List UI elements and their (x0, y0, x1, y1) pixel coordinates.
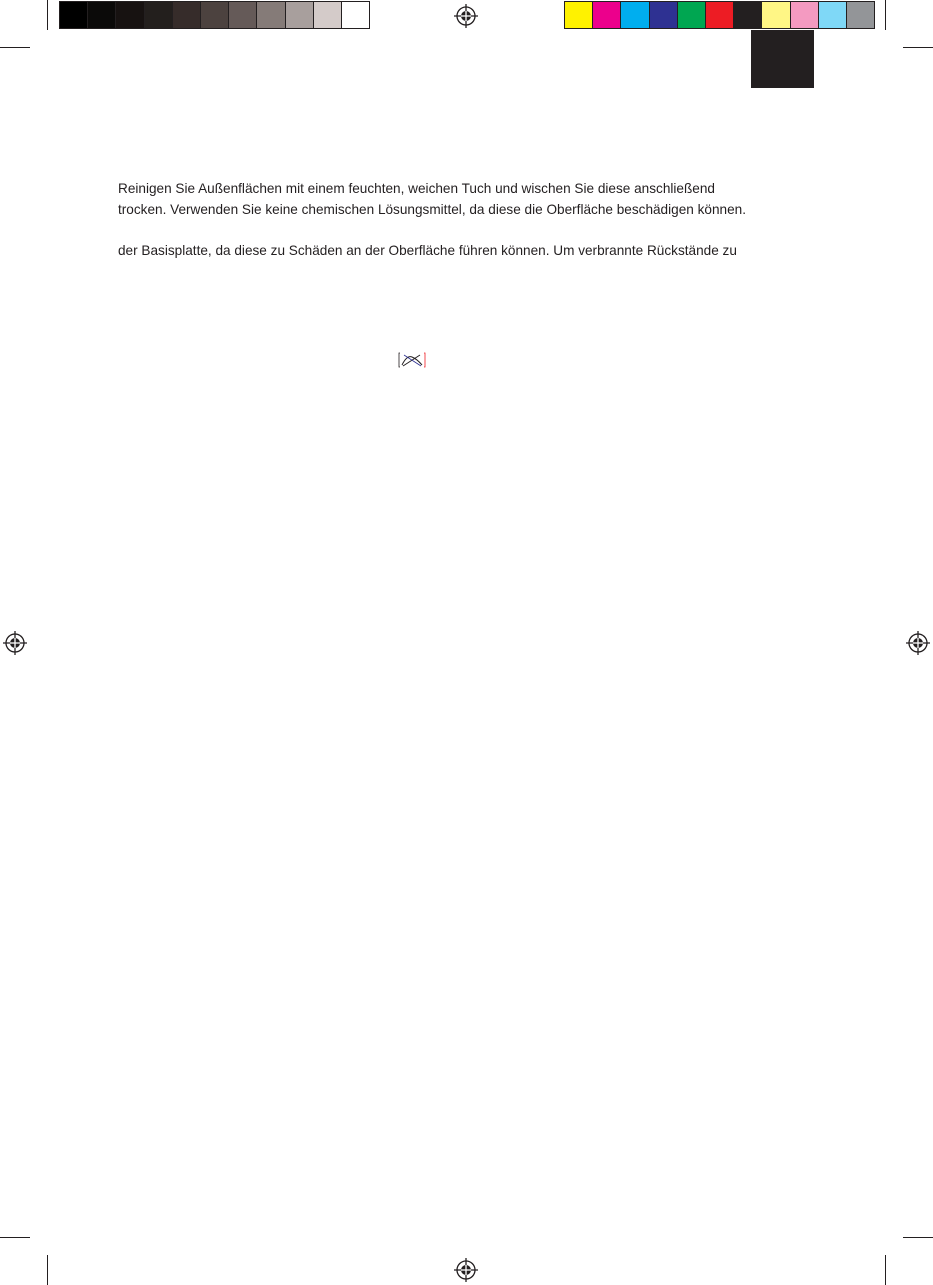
registration-mark-icon (3, 631, 27, 655)
process-color-bar (564, 1, 875, 29)
crop-mark-bottom-right-vertical (885, 1255, 886, 1285)
body-text-line-3: der Basisplatte, da diese zu Schäden an der Oberfläche führen können. Um verbrannte Rückstände zu (118, 243, 737, 258)
process-color-swatch (650, 2, 678, 28)
grayscale-color-bar (59, 1, 370, 29)
process-color-swatch (678, 2, 706, 28)
no-bleach-symbol-icon (398, 351, 426, 369)
body-text-line-1: Reinigen Sie Außenflächen mit einem feuchten, weichen Tuch und wischen Sie diese anschließend (118, 181, 715, 196)
registration-mark-icon (454, 4, 478, 28)
process-color-swatch (847, 2, 874, 28)
crop-mark-top-right-vertical (885, 0, 886, 30)
crop-mark-top-left-vertical (47, 0, 48, 30)
grayscale-swatch (201, 2, 229, 28)
grayscale-swatch (88, 2, 116, 28)
grayscale-swatch (286, 2, 314, 28)
process-color-swatch (593, 2, 621, 28)
process-color-swatch (565, 2, 593, 28)
grayscale-swatch (342, 2, 369, 28)
process-color-swatch (734, 2, 762, 28)
process-color-swatch (621, 2, 649, 28)
process-color-swatch (791, 2, 819, 28)
process-color-swatch (819, 2, 847, 28)
grayscale-swatch (314, 2, 342, 28)
grayscale-swatch (60, 2, 88, 28)
crop-mark-bottom-right-horizontal (903, 1237, 933, 1238)
page-tab (751, 30, 814, 88)
grayscale-swatch (145, 2, 173, 28)
registration-mark-icon (906, 631, 930, 655)
crop-mark-bottom-left-vertical (47, 1255, 48, 1285)
crop-mark-bottom-left-horizontal (0, 1237, 30, 1238)
crop-mark-top-right-horizontal (903, 47, 933, 48)
process-color-swatch (706, 2, 734, 28)
crop-mark-top-left-horizontal (0, 47, 30, 48)
registration-mark-icon (454, 1258, 478, 1282)
grayscale-swatch (257, 2, 285, 28)
grayscale-swatch (173, 2, 201, 28)
body-text-line-2: trocken. Verwenden Sie keine chemischen Lösungsmittel, da diese die Oberfläche beschädigen können. (118, 202, 746, 217)
process-color-swatch (762, 2, 790, 28)
grayscale-swatch (229, 2, 257, 28)
grayscale-swatch (116, 2, 144, 28)
